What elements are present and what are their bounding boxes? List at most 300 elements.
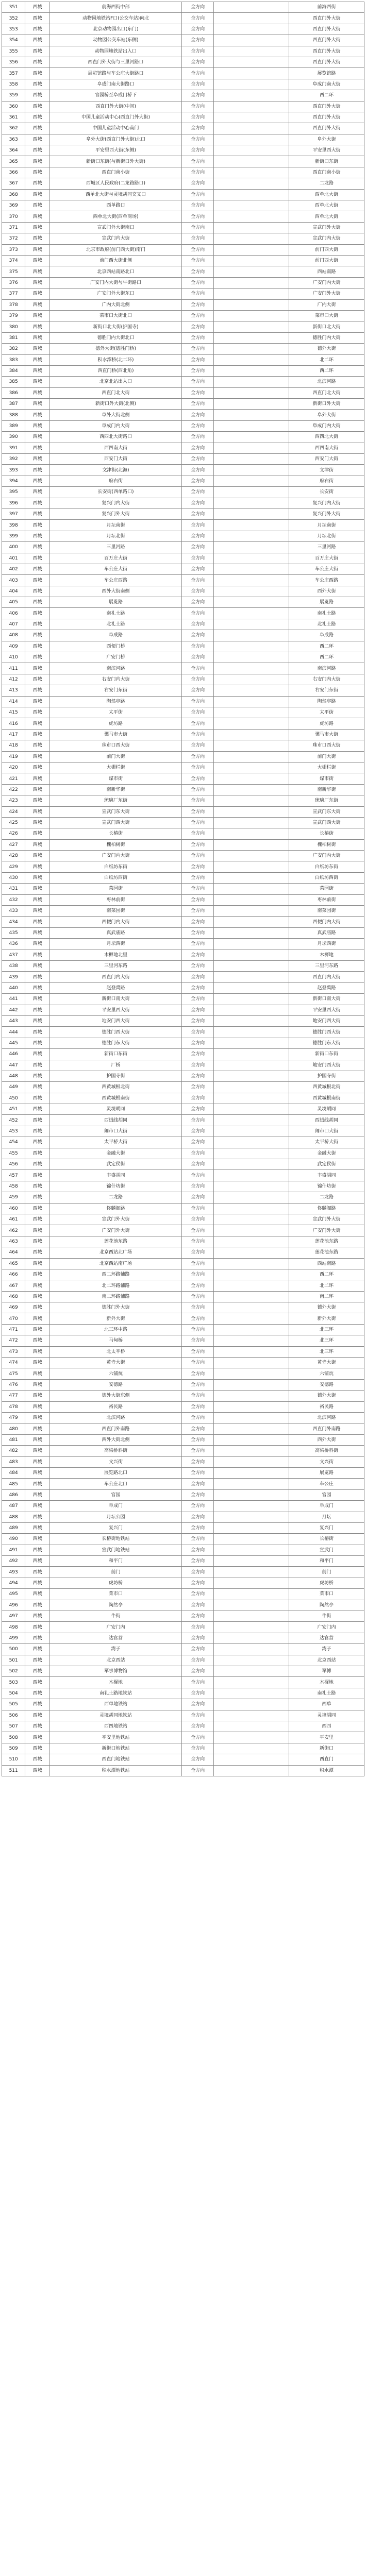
table-cell: 全方向 [182,762,213,773]
table-cell: 全方向 [182,255,213,266]
table-cell: 全方向 [182,740,213,751]
table-cell: 月坛南街 [289,520,364,531]
table-cell: 全方向 [182,1423,213,1434]
table-cell: 488 [2,1512,25,1522]
table-cell: 354 [2,35,25,46]
table-cell: 全方向 [182,101,213,112]
table-cell [213,24,289,35]
table-cell: 491 [2,1545,25,1555]
table-cell: 424 [2,806,25,817]
table-row [2,233,364,244]
table-cell: 锦什坊街 [49,1181,182,1192]
table-cell: 金融大街 [49,1148,182,1159]
table-cell: 武定侯街 [289,1159,364,1170]
table-cell: 西直门外大街 [289,101,364,112]
table-cell: 全方向 [182,1159,213,1170]
table-cell: 西城 [25,1545,49,1555]
table-cell: 西直门外大街 [289,13,364,24]
table-cell: 西城 [25,740,49,751]
table-cell [213,1368,289,1379]
table-row [2,851,364,861]
table-row [2,1379,364,1390]
table-cell: 长椿街 [49,828,182,839]
table-cell: 全方向 [182,443,213,453]
table-cell: 北滨河路 [289,1413,364,1423]
table-cell: 西城 [25,872,49,883]
table-cell: 文兴街 [289,1456,364,1467]
table-cell [213,299,289,310]
table-cell: 西城 [25,101,49,112]
table-cell [213,674,289,685]
table-cell: 441 [2,994,25,1005]
table-cell: 429 [2,861,25,872]
table-cell [213,663,289,674]
table-cell: 全方向 [182,79,213,90]
table-cell: 西城 [25,354,49,365]
table-row [2,1005,364,1015]
table-cell: 菜市口 [49,1589,182,1600]
table-cell: 全方向 [182,299,213,310]
table-cell: 菜市口大街北口 [49,310,182,321]
table-row [2,1104,364,1115]
table-cell: 全方向 [182,46,213,57]
table-cell [213,1159,289,1170]
table-cell: 德胜门西大街 [49,1027,182,1038]
table-cell: 太平街 [289,707,364,718]
table-cell: 珠市口西大街 [289,740,364,751]
table-cell: 435 [2,927,25,938]
table-cell: 380 [2,321,25,332]
table-cell: 全方向 [182,57,213,67]
table-cell: 六铺炕 [289,1368,364,1379]
table-cell: 440 [2,982,25,993]
table-cell: 西城 [25,906,49,917]
table-cell: 西城 [25,751,49,762]
table-cell: 西单北大街 [289,189,364,200]
table-cell: 北京西站北广场 [49,1247,182,1258]
table-cell [213,145,289,156]
table-row [2,1214,364,1225]
table-cell: 全方向 [182,2,213,13]
table-row [2,1578,364,1588]
table-cell: 北滨河路 [289,377,364,387]
table-row [2,828,364,839]
table-cell: 白纸坊西街 [289,872,364,883]
table-cell: 文津街 [289,465,364,476]
table-cell: 北礼士路 [49,619,182,630]
table-cell: 西直门外大街 [289,46,364,57]
table-cell: 西城 [25,432,49,443]
table-cell: 403 [2,575,25,586]
table-cell: 南礼士路 [49,608,182,619]
table-cell [213,1104,289,1115]
table-cell: 西城 [25,1159,49,1170]
table-cell [213,465,289,476]
table-cell: 386 [2,387,25,398]
table-cell [213,906,289,917]
table-cell: 府右街 [289,476,364,486]
table-cell: 西城 [25,520,49,531]
table-cell [213,1666,289,1676]
table-cell: 西单地铁站 [49,1699,182,1710]
table-cell: 大栅栏街 [289,762,364,773]
table-cell: 422 [2,784,25,795]
table-cell [213,1522,289,1533]
table-cell: 西城 [25,1060,49,1071]
table-row [2,1732,364,1743]
table-cell: 西城 [25,299,49,310]
table-cell [213,575,289,586]
table-cell: 365 [2,156,25,167]
table-cell: 西外大街南侧 [49,586,182,597]
table-cell: 德外大街东侧 [49,1391,182,1401]
table-row [2,1258,364,1269]
table-cell: 长椿街 [289,1534,364,1545]
table-cell: 全方向 [182,960,213,971]
table-cell: 全方向 [182,994,213,1005]
table-cell: 西四南大街 [49,443,182,453]
table-cell [213,641,289,652]
table-cell: 全方向 [182,134,213,145]
table-cell: 398 [2,520,25,531]
table-row [2,24,364,35]
table-row [2,1082,364,1093]
table-cell: 428 [2,851,25,861]
table-cell: 北礼士路 [289,619,364,630]
table-row [2,1467,364,1478]
table-cell: 376 [2,277,25,288]
table-cell [213,112,289,123]
table-cell: 西便门内大街 [289,917,364,927]
table-cell: 499 [2,1633,25,1643]
table-cell: 421 [2,773,25,784]
table-cell [213,1688,289,1699]
table-cell: 陶然亭 [289,1600,364,1611]
table-cell: 全方向 [182,24,213,35]
table-cell: 西城 [25,972,49,982]
table-row [2,575,364,586]
table-cell: 全方向 [182,35,213,46]
table-row [2,608,364,619]
table-cell: 西城 [25,1170,49,1181]
table-cell: 全方向 [182,773,213,784]
table-cell: 全方向 [182,289,213,299]
table-cell: 436 [2,939,25,950]
table-cell: 西城 [25,1302,49,1313]
table-cell: 509 [2,1743,25,1754]
table-cell: 裕民路 [49,1401,182,1412]
table-cell: 全方向 [182,1401,213,1412]
table-row [2,321,364,332]
table-cell: 西城 [25,134,49,145]
table-row [2,1534,364,1545]
table-cell: 虎坊路 [49,718,182,729]
table-cell: 西城 [25,597,49,608]
table-cell: 德外大街 [289,1391,364,1401]
table-cell: 西城 [25,1644,49,1655]
table-cell: 高梁桥斜街 [49,1446,182,1456]
table-cell: 西城 [25,861,49,872]
table-cell: 西直门桥(西北角) [49,365,182,376]
table-cell: 达官营 [49,1633,182,1643]
table-cell: 全方向 [182,553,213,564]
table-cell: 397 [2,509,25,519]
table-cell: 464 [2,1247,25,1258]
table-cell: 动物园公交车站(东侧) [49,35,182,46]
table-cell: 367 [2,178,25,189]
table-cell: 全方向 [182,674,213,685]
table-cell: 全方向 [182,1600,213,1611]
table-cell: 473 [2,1346,25,1357]
table-cell: 西城 [25,244,49,255]
table-cell: 全方向 [182,90,213,101]
table-cell: 全方向 [182,1082,213,1093]
table-cell: 418 [2,740,25,751]
table-cell: 全方向 [182,1258,213,1269]
table-cell: 431 [2,884,25,894]
table-cell: 阜成路 [49,630,182,641]
table-cell: 西黄城根北街 [49,1082,182,1093]
table-cell: 西城 [25,1721,49,1732]
table-cell: 和平门 [289,1556,364,1567]
table-cell [213,531,289,541]
table-cell: 西城 [25,564,49,574]
table-cell: 西城 [25,1049,49,1060]
table-cell: 西城 [25,1203,49,1214]
table-row [2,1137,364,1148]
table-cell: 全方向 [182,68,213,79]
table-cell: 展览路 [289,597,364,608]
table-cell [213,1379,289,1390]
table-cell: 427 [2,839,25,850]
table-cell: 虎坊桥 [289,1578,364,1588]
table-row [2,277,364,288]
table-cell [213,619,289,630]
table-cell: 西城 [25,255,49,266]
table-cell: 西直门内大街 [49,972,182,982]
table-cell [213,365,289,376]
table-row [2,1093,364,1104]
table-row [2,817,364,828]
table-cell: 全方向 [182,145,213,156]
table-cell: 全方向 [182,939,213,950]
table-cell: 全方向 [182,377,213,387]
table-cell: 462 [2,1225,25,1236]
table-cell: 全方向 [182,410,213,420]
table-cell [213,1765,289,1776]
table-cell: 宣武门内大街 [289,233,364,244]
table-cell: 平安里西大街(东侧) [49,145,182,156]
table-cell: 460 [2,1203,25,1214]
table-cell: 356 [2,57,25,67]
table-cell: 西城 [25,112,49,123]
table-cell: 369 [2,200,25,211]
table-cell [213,872,289,883]
table-cell: 西城 [25,1280,49,1291]
table-cell: 494 [2,1578,25,1588]
table-cell [213,542,289,553]
table-cell: 西城 [25,1765,49,1776]
table-cell: 全方向 [182,1280,213,1291]
table-row [2,751,364,762]
table-cell: 北三环 [289,1346,364,1357]
table-cell [213,828,289,839]
table-cell: 广内大街北侧 [49,299,182,310]
table-cell: 车公庄西路 [49,575,182,586]
table-cell: 363 [2,134,25,145]
table-cell [213,222,289,233]
table-row [2,1269,364,1280]
table-cell: 全方向 [182,795,213,806]
table-cell: 西二环 [289,90,364,101]
table-cell: 全方向 [182,641,213,652]
table-cell: 西城 [25,1754,49,1765]
table-cell: 全方向 [182,817,213,828]
table-cell: 南二环 [289,1291,364,1302]
table-cell: 闹市口大街 [49,1126,182,1137]
table-cell: 西城 [25,1633,49,1643]
table-cell: 展览路 [49,597,182,608]
table-cell [213,696,289,707]
table-cell: 全方向 [182,112,213,123]
table-row [2,729,364,740]
table-cell: 507 [2,1721,25,1732]
table-cell: 白纸坊东街 [289,861,364,872]
table-cell: 358 [2,79,25,90]
table-cell: 411 [2,663,25,674]
table-cell: 413 [2,685,25,696]
table-row [2,1015,364,1026]
table-row [2,894,364,905]
table-cell: 437 [2,950,25,960]
table-row [2,641,364,652]
table-cell [213,762,289,773]
table-cell: 469 [2,1302,25,1313]
table-cell: 北三环中路 [49,1324,182,1335]
table-cell: 366 [2,167,25,178]
table-cell: 新街口东街 [49,1049,182,1060]
table-cell: 展览馆路 [289,68,364,79]
table-cell: 西城 [25,806,49,817]
table-cell: 西城 [25,487,49,498]
table-cell: 百万庄大街 [49,553,182,564]
table-cell: 西四北大街 [289,432,364,443]
table-cell: 全方向 [182,465,213,476]
table-cell: 西城 [25,994,49,1005]
table-cell: 西城 [25,1677,49,1688]
table-row [2,200,364,211]
table-cell: 长安街(西单路口) [49,487,182,498]
table-row [2,696,364,707]
table-cell: 阜成门 [289,1501,364,1512]
table-cell [213,1655,289,1666]
table-cell: 492 [2,1556,25,1567]
table-cell [213,1545,289,1555]
table-cell [213,1423,289,1434]
table-cell: 前门大街 [49,751,182,762]
table-cell: 西城 [25,1699,49,1710]
table-row [2,487,364,498]
table-cell: 全方向 [182,1501,213,1512]
table-cell: 北京西站 [49,1655,182,1666]
table-row [2,377,364,387]
table-cell: 全方向 [182,1721,213,1732]
table-cell: 西城 [25,1611,49,1622]
table-cell: 二龙路 [289,1192,364,1203]
table-cell: 西城 [25,1071,49,1081]
table-row [2,1600,364,1611]
table-cell: 505 [2,1699,25,1710]
table-cell: 西城 [25,222,49,233]
table-cell: 湾子 [49,1644,182,1655]
table-cell: 409 [2,641,25,652]
table-cell: 506 [2,1710,25,1721]
table-cell [213,189,289,200]
table-cell: 482 [2,1446,25,1456]
table-cell: 全方向 [182,211,213,222]
table-cell: 全方向 [182,310,213,321]
table-cell: 423 [2,795,25,806]
table-cell: 菜市口大街 [289,310,364,321]
table-cell: 护国寺街 [49,1071,182,1081]
table-cell: 全方向 [182,1247,213,1258]
table-cell [213,1677,289,1688]
table-cell: 355 [2,46,25,57]
table-cell: 新街口南大街 [289,994,364,1005]
table-cell: 西城 [25,630,49,641]
table-cell: 西城 [25,982,49,993]
table-cell: 月坛公园 [49,1512,182,1522]
table-cell: 北滨河路 [49,1413,182,1423]
table-cell: 全方向 [182,1512,213,1522]
table-cell: 西城 [25,387,49,398]
table-cell: 北京动物园出口(东门) [49,24,182,35]
table-cell: 西外大街 [289,1434,364,1445]
table-cell: 北京市政府(前门西大街)南门 [49,244,182,255]
table-cell: 470 [2,1313,25,1324]
table-row [2,1159,364,1170]
table-row [2,244,364,255]
table-cell: 官园桥至阜成门桥下 [49,90,182,101]
table-cell: 积水潭桥(北二环) [49,354,182,365]
table-cell: 南滨河路 [289,663,364,674]
table-cell: 西单路口 [49,200,182,211]
table-cell [213,861,289,872]
table-cell: 511 [2,1765,25,1776]
table-cell [213,784,289,795]
table-cell: 459 [2,1192,25,1203]
table-cell: 前门 [49,1567,182,1578]
table-row [2,982,364,993]
table-cell: 西直门南小街 [49,167,182,178]
table-cell: 北太平桥 [49,1346,182,1357]
table-cell: 西城 [25,851,49,861]
table-cell: 南滨河路 [49,663,182,674]
table-cell [213,1501,289,1512]
table-row [2,994,364,1005]
table-cell: 449 [2,1082,25,1093]
table-cell: 467 [2,1280,25,1291]
table-cell [213,1335,289,1346]
table-cell [213,939,289,950]
table-cell: 353 [2,24,25,35]
table-cell [213,1346,289,1357]
table-cell: 西黄城根南街 [289,1093,364,1104]
table-cell: 广内大街 [289,299,364,310]
table-cell: 三里河东路 [289,960,364,971]
table-cell: 全方向 [182,652,213,663]
table-cell: 广安门内大街 [289,851,364,861]
